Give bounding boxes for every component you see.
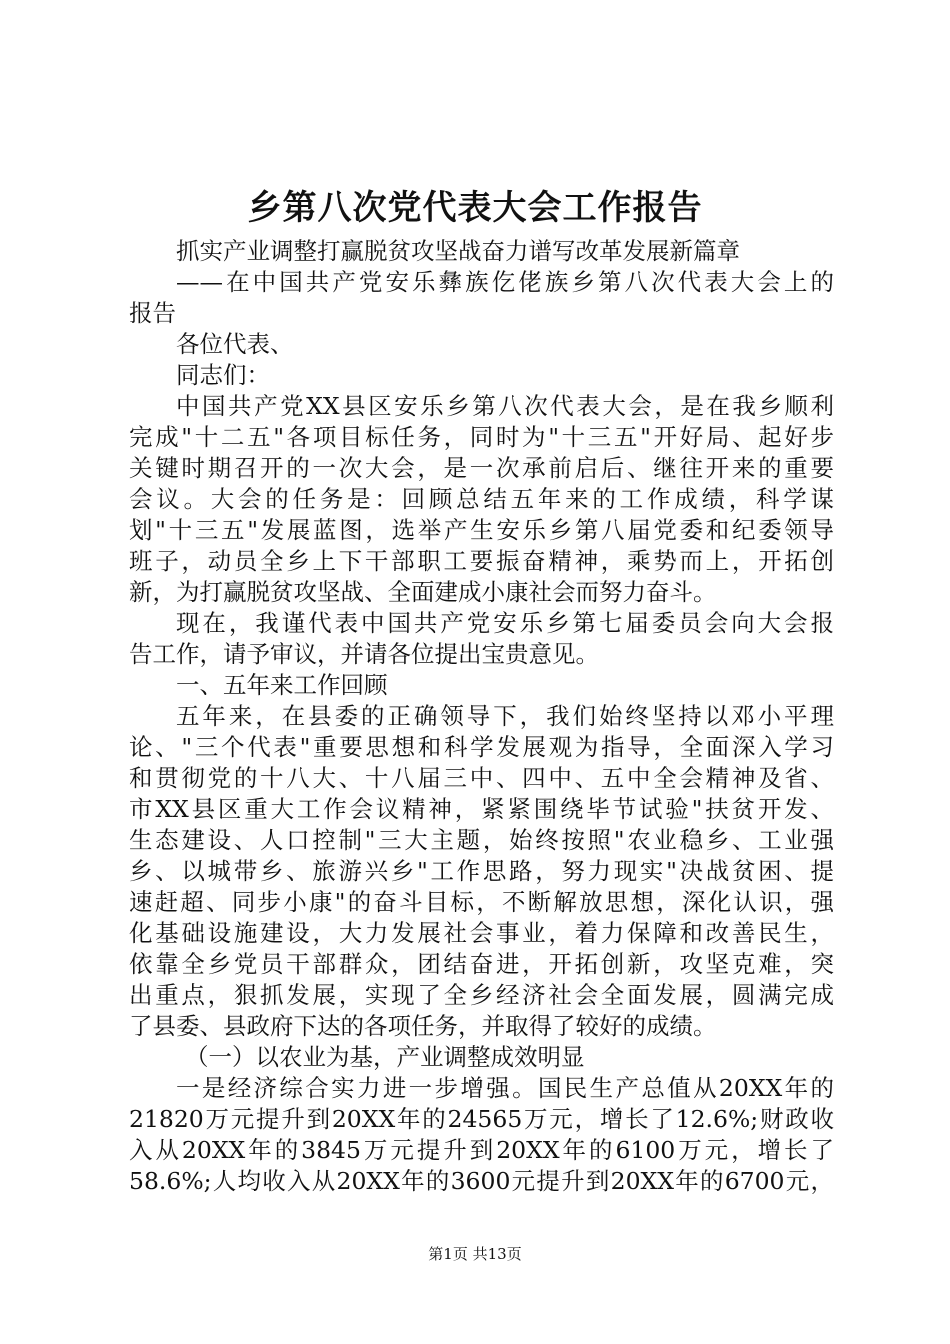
paragraph-line: 一是经济综合实力进一步增强。国民生产总值从20XX年的 — [176, 1074, 834, 1102]
subtitle-line: 抓实产业调整打赢脱贫攻坚战奋力谱写改革发展新篇章 — [176, 237, 740, 265]
salutation-line: 同志们： — [176, 361, 270, 389]
paragraph-line: 告工作，请予审议，并请各位提出宝贵意见。 — [129, 640, 599, 668]
section-heading: 一、五年来工作回顾 — [176, 671, 388, 699]
paragraph-line: 入从20XX年的3845万元提升到20XX年的6100万元，增长了 — [129, 1136, 834, 1164]
document-body — [129, 236, 834, 1197]
paragraph-line: 中国共产党XX县区安乐乡第八次代表大会，是在我乡顺利 — [176, 392, 834, 420]
paragraph-line: 速赶超、同步小康"的奋斗目标，不断解放思想，深化认识，强 — [129, 888, 834, 916]
paragraph-line: 新，为打赢脱贫攻坚战、全面建成小康社会而努力奋斗。 — [129, 578, 717, 606]
paragraph-line: 和贯彻党的十八大、十八届三中、四中、五中全会精神及省、 — [129, 764, 834, 792]
paragraph-line: 出重点，狠抓发展，实现了全乡经济社会全面发展，圆满完成 — [129, 981, 834, 1009]
paragraph-line: 五年来，在县委的正确领导下，我们始终坚持以邓小平理 — [176, 702, 834, 730]
document-title: 乡第八次党代表大会工作报告 — [247, 188, 703, 228]
subtitle-line: 报告 — [129, 299, 176, 327]
page-indicator: 第1页 共13页 — [428, 1245, 522, 1263]
paragraph-line: 生态建设、人口控制"三大主题，始终按照"农业稳乡、工业强 — [129, 826, 834, 854]
paragraph-line: 乡、以城带乡、旅游兴乡"工作思路，努力现实"决战贫困、提 — [129, 857, 834, 885]
paragraph-line: 了县委、县政府下达的各项任务，并取得了较好的成绩。 — [129, 1012, 717, 1040]
paragraph-line: 班子，动员全乡上下干部职工要振奋精神，乘势而上，开拓创 — [129, 547, 834, 575]
paragraph-line: 完成"十二五"各项目标任务，同时为"十三五"开好局、起好步 — [129, 423, 834, 451]
paragraph-line: 划"十三五"发展蓝图，选举产生安乐乡第八届党委和纪委领导 — [129, 516, 834, 544]
paragraph-line: 论、"三个代表"重要思想和科学发展观为指导，全面深入学习 — [129, 733, 834, 761]
subsection-heading: （一）以农业为基，产业调整成效明显 — [185, 1043, 585, 1071]
paragraph-line: 58.6%;人均收入从20XX年的3600元提升到20XX年的6700元， — [129, 1167, 834, 1195]
paragraph-line: 化基础设施建设，大力发展社会事业，着力保障和改善民生， — [129, 919, 834, 947]
paragraph-line: 依靠全乡党员干部群众，团结奋进，开拓创新，攻坚克难，突 — [129, 950, 834, 978]
paragraph-line: 21820万元提升到20XX年的24565万元，增长了12.6%;财政收 — [129, 1105, 834, 1133]
paragraph-line: 市XX县区重大工作会议精神，紧紧围绕毕节试验"扶贫开发、 — [129, 795, 834, 823]
paragraph-line: 会议。大会的任务是：回顾总结五年来的工作成绩，科学谋 — [129, 485, 834, 513]
salutation-line: 各位代表、 — [176, 330, 294, 358]
paragraph-line: 现在，我谨代表中国共产党安乐乡第七届委员会向大会报 — [176, 609, 834, 637]
subtitle-line: ——在中国共产党安乐彝族仡佬族乡第八次代表大会上的 — [176, 268, 834, 296]
paragraph-line: 关键时期召开的一次大会，是一次承前启后、继往开来的重要 — [129, 454, 834, 482]
